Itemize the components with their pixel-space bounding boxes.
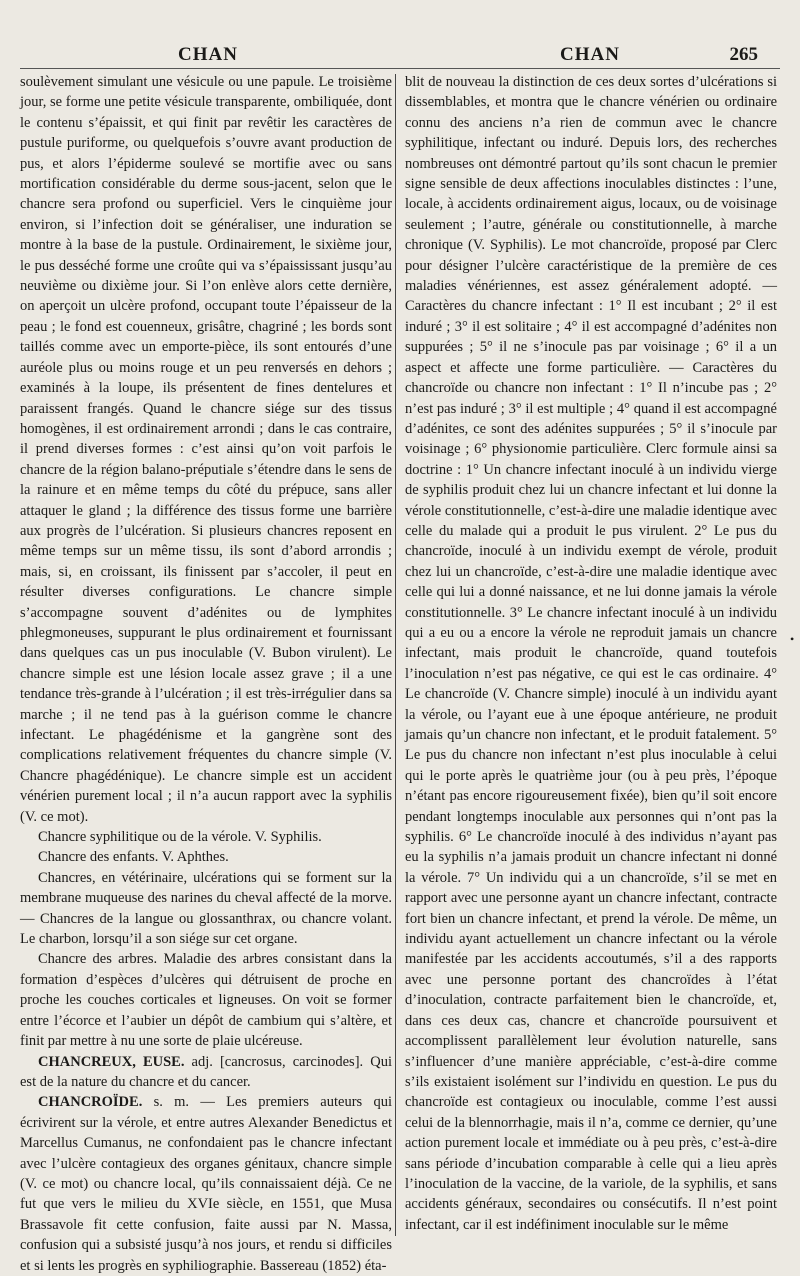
paragraph-chancre-syphilitique: Chancre syphilitique ou de la vérole. V. Syphilis. — [38, 829, 322, 846]
entry-chancroide — [20, 1092, 392, 1276]
header-rule — [20, 68, 780, 69]
entry-chancreux — [20, 1052, 392, 1093]
column-divider — [395, 74, 396, 1236]
page-number: 265 — [729, 44, 758, 65]
right-column — [405, 72, 777, 1235]
left-column — [20, 72, 392, 1276]
entry-chancroide-text: s. m. — Les premiers auteurs qui écrivirent sur la vérole, et entre autres Alexander Benedictus et Marcellus Cumanus, ne confondaient pas le chancre infectant avec l’ulcère contagieux des organes génitaux, chancre simple (V. ce mot) ou chancre local, qu’ils connaissaient déjà. Ce ne fut que vers le milieu du XVIe siècle, en 1551, que Musa Brassavole fit cette confusion, faite aussi par N. Massa, confusion qui a subsisté jusqu’à nos jours, et rendu si difficiles et si lents les progrès en syphiliographie. Bassereau (1852) éta- — [20, 1094, 392, 1274]
header-right-word: CHAN — [560, 44, 620, 65]
header-left-word: CHAN — [178, 44, 238, 65]
headword-chancroide: CHANCROÏDE. — [38, 1094, 143, 1111]
paragraph-chancre-description: soulèvement simulant une vésicule ou une papule. Le troisième jour, se forme une petite vésicule transparente, ombiliquée, dont le contenu s’épaissit, et qui finit par revêtir les caractères de pustule puriforme, ou quelquefois s’ouvre avant production de pus, et alors l’épiderme soulevé se mortifie avec ou sans mortification considérable du derme sous-jacent, selon que le chancre sera profond ou superficiel. Vers le cinquième jour environ, si l’infection doit se généraliser, une induration se montre à la base de la pustule. Ordinairement, le sixième jour, le pus desséché forme une croûte qui va s’épaississant jusqu’au neuvième ou dixième jour. Si l’on enlève alors cette dernière, on aperçoit un ulcère profond, occupant toute l’épaisseur de la peau ; le fond est couenneux, grisâtre, chagriné ; les bords sont taillés comme avec un emporte-pièce, ils sont entourés d’une auréole plus ou moins rouge et un peu renversés en dehors ; examinés à la loupe, ils présentent de fines dentelures et paraissent frangés. Quand le chancre siége sur des tissus homogènes, il est ordinairement arrondi ; dans le cas contraire, il prend diverses formes : c’est ainsi qu’on voit parfois le chancre de la région balano-préputiale s’étendre dans le sens de la rainure et en même temps du côté du prépuce, sans aller attaquer le gland ; la différence des tissus forme une barrière aux progrès de l’ulcération. Si plusieurs chancres reposent en même temps sur un même tissu, ils sont d’abord arrondis ; mais, si, en croissant, ils finissent par s’accoler, il peut en résulter diverses configurations. Le chancre simple s’accompagne souvent d’adénites ou de lymphites phlegmoneuses, suppurant le plus ordinairement et fournissant dans quelques cas un pus inoculable (V. Bubon virulent). Le chancre simple est une lésion locale assez grave ; il a une tendance très-grande à l’ulcération ; il est très-irrégulier dans sa marche ; il ne tend pas à la guérison comme le chancre infectant. Le phagédénisme et la gangrène sont des complications relativement fréquentes du chancre simple (V. Chancre phagédénique). Le chancre simple est un accident vénérien purement local ; il n’a aucun rapport avec la syphilis (V. ce mot). — [20, 74, 392, 825]
paragraph-chancre-arbres: Chancre des arbres. Maladie des arbres consistant dans la formation d’espèces d’ulcères qui détruisent de proche en proche les couches corticales et ligneuses. On voit se former entre l’écorce et l’aubier un dépôt de cambium qui s’altère, et finit par mettre à nu une sorte de plaie ulcéreuse. — [20, 951, 392, 1050]
entry-chancreux-text: adj. [cancrosus, carcinodes]. Qui est de la nature du chancre et du cancer. — [20, 1053, 392, 1090]
headword-chancreux: CHANCREUX, EUSE. — [38, 1053, 185, 1070]
paragraph-chancre-enfants: Chancre des enfants. V. Aphthes. — [38, 849, 229, 866]
paragraph-chancres-veterinaire: Chancres, en vétérinaire, ulcérations qui se forment sur la membrane muqueuse des narines du cheval affecté de la morve. — Chancres de la langue ou glossanthrax, ou chancre volant. Le charbon, lorsqu’il a son siége sur cet organe. — [20, 869, 392, 948]
running-header — [0, 44, 800, 74]
paragraph-chancroide-continued: blit de nouveau la distinction de ces deux sortes d’ulcérations si dissemblables, et montra que le chancre vénérien ou ordinaire connu des anciens n’a rien de commun avec le chancre syphilitique, infectant ou induré. Depuis lors, des recherches nombreuses ont démontré partout qu’ils sont chacun le premier signe sensible de deux affections inoculables distinctes : l’une, locale, à accidents ordinairement aigus, locaux, ou de voisinage seulement ; l’autre, générale ou constitutionnelle, à marche chronique (V. Syphilis). Le mot chancroïde, proposé par Clerc pour désigner l’ulcère caractéristique de la première de ces maladies vénériennes, est assez généralement adopté. — Caractères du chancre infectant : 1° Il est incubant ; 2° il est induré ; 3° il est solitaire ; 4° il est accompagné d’adénites non suppurées ; 5° il ne s’inocule pas par voisinage ; 6° il a un aspect et affecte une forme particulière. — Caractères du chancroïde ou chancre non infectant : 1° Il n’incube pas ; 2° n’est pas induré ; 3° il est multiple ; 4° quand il est accompagné d’adénites, ce sont des adénites suppurées ; 5° il s’inocule par voisinage ; 6° physionomie particulière. Clerc formule ainsi sa doctrine : 1° Un chancre infectant inoculé à un individu vierge de syphilis produit chez lui un chancre infectant et lui donne la vérole constitutionnelle, c’est-à-dire une maladie identique avec celle du malade qui a produit le pus virulent. 2° Le pus du chancroïde, inoculé à un individu exempt de vérole, produit chez lui un chancroïde, c’est-à-dire une maladie identique avec celle qui lui a donné naissance, et ne lui donne jamais la vérole constitutionnelle. 3° Le chancre infectant inoculé à un individu qui a eu ou a encore la vérole ne reproduit jamais un chancre infectant, mais produit le chancroïde, quand toutefois l’inoculation n’est pas négative, ce qui est le cas ordinaire. 4° Le chancroïde (V. Chancre simple) inoculé à un individu ayant la vérole, ou l’ayant eue à une époque antérieure, ne produit jamais qu’un chancre non infectant, et le produit fatalement. 5° Le pus du chancre non infectant n’est plus inoculable à celui qui le porte après le quatrième jour (ou à peu près, l’époque n’étant pas encore rigoureusement fixée), bien qu’il soit encore pendant longtemps inoculable aux personnes qui n’ont pas la syphilis. 6° Le chancroïde inoculé à des individus n’ayant pas eu la syphilis n’a jamais produit un chancre infectant ni donné la vérole. 7° Un individu qui a un chancroïde, s’il se met en rapport avec une personne ayant un chancre infectant, contracte fort bien un chancre infectant, et prend la vérole. De même, un individu ayant actuellement un chancre infectant ou la vérole manifestée par les accidents accoutumés, s’il a des rapports avec une personne portant des chancroïdes à l’état d’inoculation, contracte parfaitement bien le chancroïde, et, dans ces deux cas, chancre et chancroïde poursuivent et accomplissent parallèlement leur évolution naturelle, sans s’influencer d’une manière appréciable, c’est-à-dire comme s’ils existaient isolément sur l’individu en question. Le pus du chancroïde est contagieux ou inoculable, comme l’est aussi celui de la blennorrhagie, mais il n’a, comme ce dernier, qu’une action purement locale et immédiate ou à peu près, c’est-à-dire sans période d’incubation comparable à celle qui a lieu après l’inoculation de la vaccine, de la variole, de la syphilis, et sans accidents généraux, secondaires ou consécutifs. Il n’est point infectant, car il est indéfiniment inoculable sur le même — [405, 74, 777, 1233]
margin-mark: • — [790, 632, 795, 646]
